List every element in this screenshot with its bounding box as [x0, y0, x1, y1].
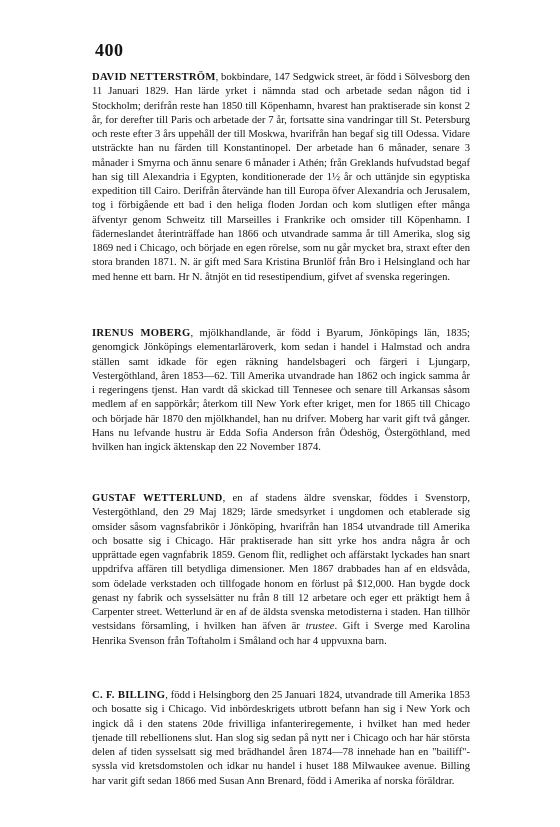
- entry-name: IRENUS MOBERG: [92, 328, 191, 339]
- biography-entry-netterstrom: [92, 71, 470, 285]
- entry-name: C. F. BILLING: [92, 690, 166, 701]
- entry-italic-text: trustee: [305, 621, 335, 633]
- entry-name: GUSTAF WETTERLUND: [92, 493, 223, 504]
- entry-text-continued: . Gift i Sverge med Karolina Henrika Svenson från Toftaholm i Småland och har 4 uppvuxna barn.: [92, 621, 470, 647]
- entry-text: , en af stadens äldre svenskar, föddes i Svenstorp, Vestergöthland, den 29 Maj 1829; lärde smedsyrket i ungdomen och etablerade sig omsider såsom vagnsfabrikör i Jönköping, hvarifrån han 1854 utvandrade till Amerika och bosatte sig i Chicago. Här praktiserade han sitt yrke hos andra några år och upprättade egen vagnfabrik 1859. Genom flit, redlighet och affärstakt lyckades han snart uppdrifva affären till betydliga dimensioner. Men 1867 drabbades han af en eldsvåda, som ödelade verkstaden och tillfogade honom en förlust på $12,000. Han bygde dock genast ny fabrik och sysselsätter nu från 8 till 12 arbetare och eger ett präktigt hem å Carpenter street. Wetterlund är en af de äldsta svenska metodisterna i staden. Han tillhör vestsidans församling, i hvilken han äfven är: [92, 493, 470, 633]
- biography-entry-billing: [92, 689, 470, 789]
- page-number: 400: [95, 40, 124, 60]
- entry-text: , bokbindare, 147 Sedgwick street, är född i Sölvesborg den 11 Januari 1829. Han lärde yrket i nämnda stad och arbetade sedan någon tid i Stockholm; derifrån reste han 1850 till Köpenhamn, hvarest han praktiserade sin konst 2 år, for derefter till Paris och arbetade der 7 år, fortsatte sina vandringar till St. Petersburg och reste efter 3 års uppehåll der till Moskwa, hvarifrån han begaf sig till Odessa. Vidare utsträckte han nu färden till Konstantinopel. Der arbetade han 6 månader, senare 3 månader i Smyrna och ännu senare 6 månader i Athén; från Greklands hufvudstad begaf han sig till Alexandria i Egypten, konditionerade der 1½ år och uttänjde sin egyptiska expedition till Cairo. Derifrån återvände han till Europa öfver Alexandria och Jerusalem, tog i förbigående ett bad i den heliga floden Jordan och kom slutligen efter många äfventyr genom Schweitz till Marseilles i Frankrike och omsider till Köpenhamn. I fäderneslandet återinträffade han 1866 och utvandrade samma år till Amerika, slog sig 1869 ned i Chicago, och började en egen rörelse, som nu går mycket bra, straxt efter den stora branden 1871. N. är gift med Sara Kristina Brunlöf från Bro i Helsingland och har med henne ett barn. Hr N. åtnjöt en tid resestipendium, gifvet af svenska regeringen.: [92, 72, 470, 283]
- entry-text: , mjölkhandlande, är född i Byarum, Jönköpings län, 1835; genomgick Jönköpings elementarläroverk, kom sedan i handel i Halmstad och andra ställen samt idkade för egen räkning handelsbageri och färgeri i Ljungarp, Vestergöthland, åren 1853—62. Till Amerika utvandrade han 1862 och ingick samma år i regeringens tjenst. Han vardt då skickad till Tennesee och senare till Arkansas såsom medlem af en sappörkår; återkom till New York efter kriget, men for 1865 till Chicago och började här 1870 den mjölkhandel, han nu drifver. Moberg har varit gift två gånger. Hans nu lefvande hustru är Edda Sofia Anderson från Ödeshög, Östergöthland, med hvilken han ingick äktenskap den 22 November 1874.: [92, 328, 470, 453]
- entry-text: , född i Helsingborg den 25 Januari 1824, utvandrade till Amerika 1853 och bosatte sig i Chicago. Vid inbördeskrigets utbrott befann han sig i New York och ingick då i den statens 20de frivilliga infanteriregemente, i hvilket han med heder tjenade till rebellionens slut. Han slog sig sedan på nytt ner i Chicago och har här största delen af tiden sysselsatt sig med brädhandel åren 1874—78 innehade han en "bailiff"-syssla vid kretsdomstolen och idkar nu handel i huset 188 Milwaukee avenue. Billing har varit gift sedan 1866 med Susan Ann Brenard, född i Amerika af norska föräldrar.: [92, 690, 470, 787]
- biography-entry-wetterlund: [92, 492, 470, 649]
- entry-name: DAVID NETTERSTRÖM: [92, 72, 216, 83]
- biography-entry-moberg: [92, 327, 470, 455]
